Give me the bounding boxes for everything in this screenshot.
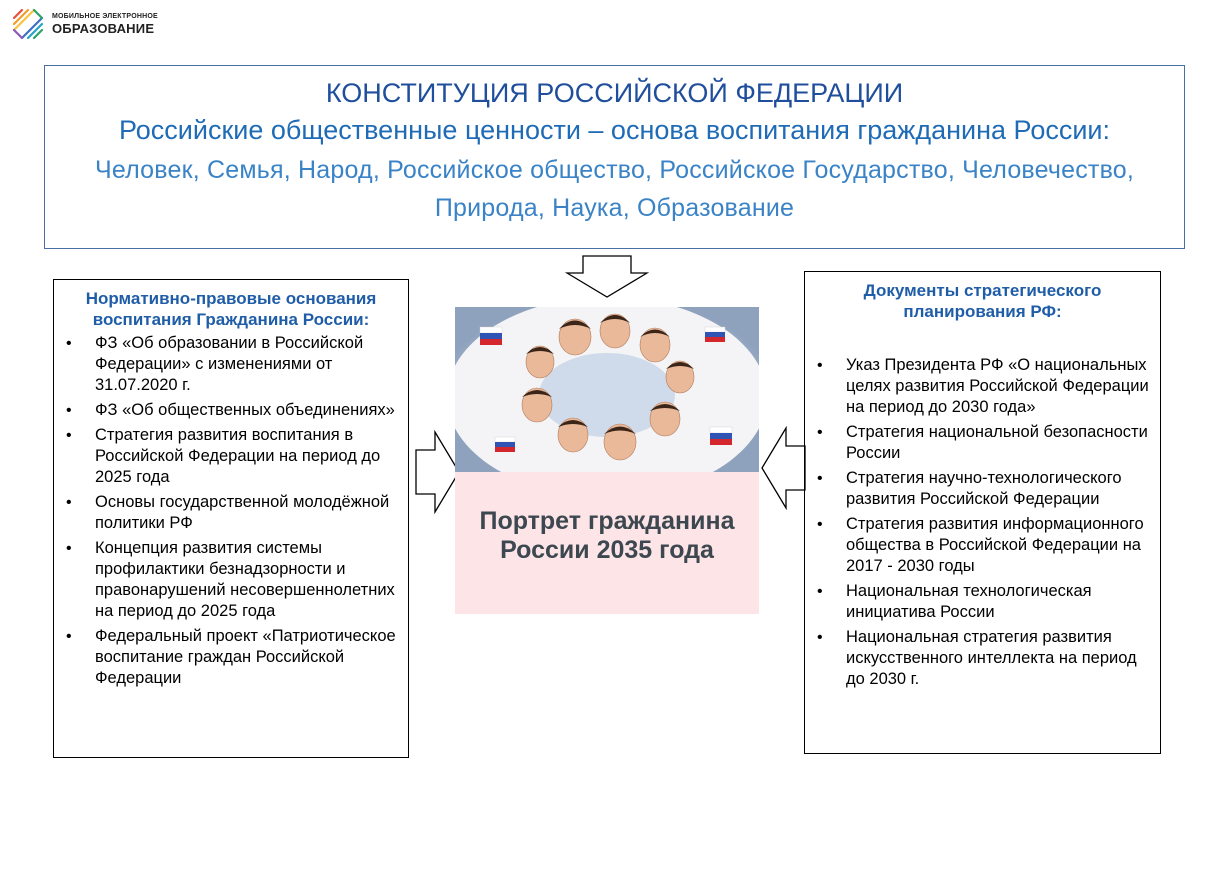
- legal-basis-box: [53, 279, 409, 758]
- arrow-down-icon: [565, 255, 649, 299]
- values-heading: Российские общественные ценности – основа воспитания гражданина России:: [118, 115, 1111, 145]
- constitution-box: [44, 65, 1185, 249]
- strategic-docs-list: [805, 355, 1160, 690]
- arrow-left-icon: [760, 426, 806, 510]
- list-item: • ФЗ «Об образовании в Российской Федерации» с изменениями от 31.07.2020 г.: [95, 333, 398, 396]
- citizens-photo: [455, 307, 759, 472]
- strategic-docs-title: Документы стратегического планирования РФ:: [863, 281, 1102, 321]
- strategic-docs-box: [804, 271, 1161, 754]
- list-item: • Стратегия национальной безопасности России: [846, 422, 1150, 464]
- list-item: • Национальная технологическая инициатива России: [846, 581, 1150, 623]
- logo-line-1: МОБИЛЬНОЕ ЭЛЕКТРОННОЕ: [52, 13, 158, 20]
- list-item: • Федеральный проект «Патриотическое воспитание граждан Российской Федерации: [95, 626, 398, 689]
- constitution-title: КОНСТИТУЦИЯ РОССИЙСКОЙ ФЕДЕРАЦИИ: [325, 78, 904, 108]
- brand-logo: [10, 6, 158, 42]
- portrait-box: [455, 472, 759, 614]
- values-list: Человек, Семья, Народ, Российское общество, Российское Государство, Человечество, Природа, Наука, Образование: [94, 156, 1135, 222]
- list-item: • Стратегия развития воспитания в Российской Федерации на период до 2025 года: [95, 425, 398, 488]
- logo-mark-icon: [10, 6, 46, 42]
- list-item: • Основы государственной молодёжной политики РФ: [95, 492, 398, 534]
- list-item: • Стратегия научно-технологического развития Российской Федерации: [846, 468, 1150, 510]
- logo-line-2: ОБРАЗОВАНИЕ: [52, 21, 155, 36]
- list-item: • Национальная стратегия развития искусственного интеллекта на период до 2030 г.: [846, 627, 1150, 690]
- portrait-title: Портрет гражданина России 2035 года: [479, 507, 735, 564]
- list-item: • Стратегия развития информационного общества в Российской Федерации на 2017 - 2030 годы: [846, 514, 1150, 577]
- list-item: • ФЗ «Об общественных объединениях»: [95, 400, 398, 421]
- legal-basis-title: Нормативно-правовые основания воспитания Гражданина России:: [85, 289, 377, 329]
- legal-basis-list: [54, 333, 408, 689]
- list-item: • Указ Президента РФ «О национальных целях развития Российской Федерации на период до 2030 года»: [846, 355, 1150, 418]
- list-item: • Концепция развития системы профилактики безнадзорности и правонарушений несовершеннолетних на период до 2025 года: [95, 538, 398, 622]
